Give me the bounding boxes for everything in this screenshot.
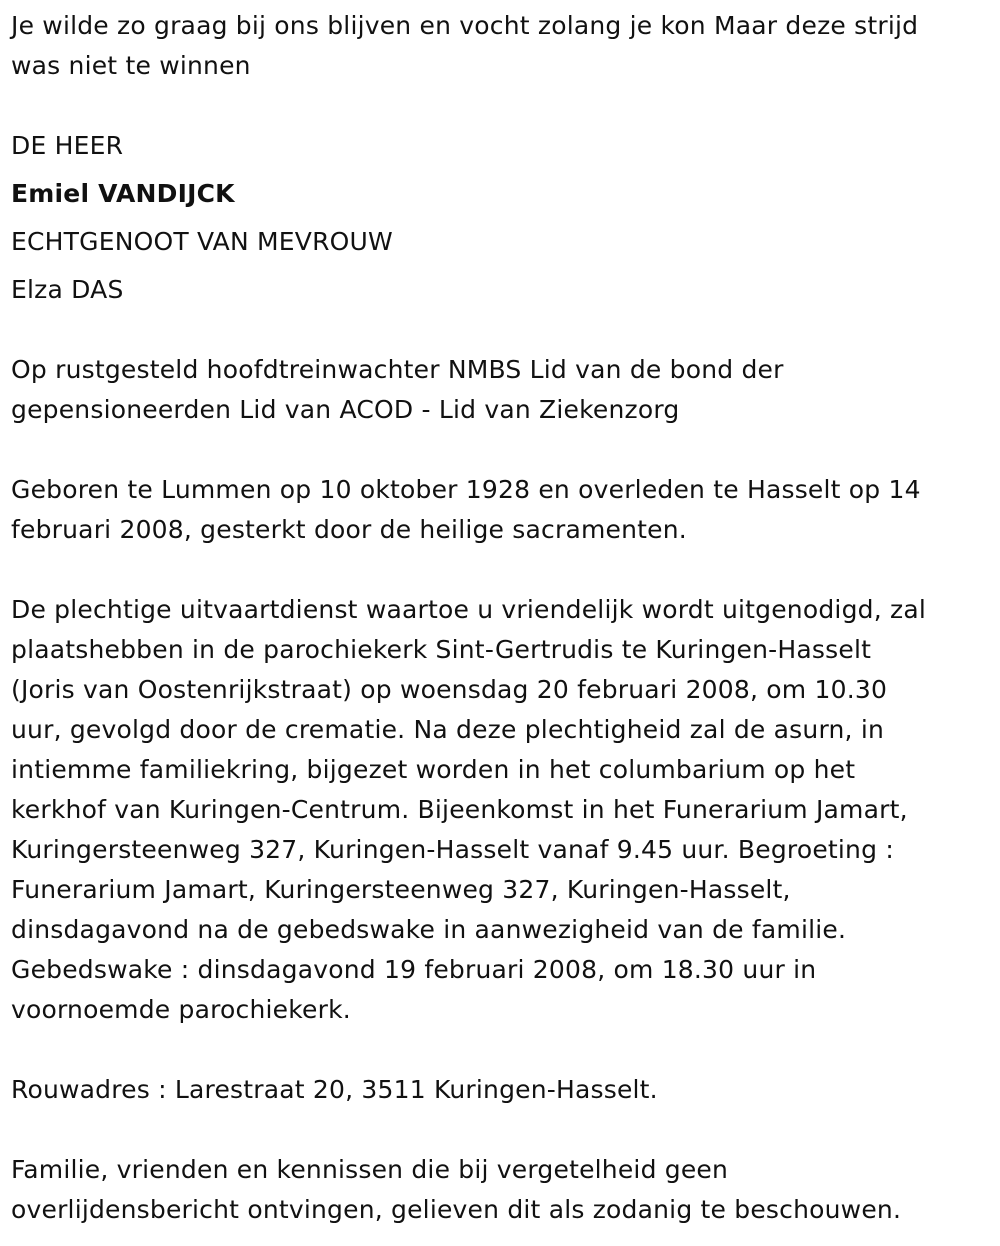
ceremony-line: voornoemde parochiekerk. — [11, 995, 351, 1024]
occupation-paragraph — [11, 350, 986, 430]
ceremony-paragraph — [11, 590, 986, 1030]
closing-paragraph — [11, 1150, 986, 1230]
address-line: Rouwadres : Larestraat 20, 3511 Kuringen-Hasselt. — [11, 1075, 658, 1104]
birth-death-line: Geboren te Lummen op 10 oktober 1928 en overleden te Hasselt op 14 — [11, 475, 921, 504]
ceremony-line: plaatshebben in de parochiekerk Sint-Gertrudis te Kuringen-Hasselt — [11, 635, 872, 664]
birth-death-paragraph — [11, 470, 986, 550]
ceremony-line: dinsdagavond na de gebedswake in aanwezigheid van de familie. — [11, 915, 847, 944]
person-block — [11, 126, 986, 310]
address-paragraph — [11, 1070, 986, 1110]
person-relation: ECHTGENOOT VAN MEVROUW — [11, 227, 393, 256]
ceremony-line: De plechtige uitvaartdienst waartoe u vriendelijk wordt uitgenodigd, zal — [11, 595, 926, 624]
obituary-document — [11, 0, 986, 1230]
ceremony-line: (Joris van Oostenrijkstraat) op woensdag 20 februari 2008, om 10.30 — [11, 675, 888, 704]
ceremony-line: Funerarium Jamart, Kuringersteenweg 327, Kuringen-Hasselt, — [11, 875, 791, 904]
birth-death-line: februari 2008, gesterkt door de heilige sacramenten. — [11, 515, 687, 544]
closing-line: Familie, vrienden en kennissen die bij vergetelheid geen — [11, 1155, 729, 1184]
ceremony-line: Gebedswake : dinsdagavond 19 februari 2008, om 18.30 uur in — [11, 955, 817, 984]
ceremony-line: kerkhof van Kuringen-Centrum. Bijeenkomst in het Funerarium Jamart, — [11, 795, 908, 824]
occupation-line: gepensioneerden Lid van ACOD - Lid van Ziekenzorg — [11, 395, 680, 424]
closing-line: overlijdensbericht ontvingen, gelieven dit als zodanig te beschouwen. — [11, 1195, 902, 1224]
ceremony-line: intiemme familiekring, bijgezet worden in het columbarium op het — [11, 755, 856, 784]
ceremony-line: Kuringersteenweg 327, Kuringen-Hasselt vanaf 9.45 uur. Begroeting : — [11, 835, 894, 864]
ceremony-line: uur, gevolgd door de crematie. Na deze plechtigheid zal de asurn, in — [11, 715, 885, 744]
person-title: DE HEER — [11, 131, 124, 160]
occupation-line: Op rustgesteld hoofdtreinwachter NMBS Lid van de bond der — [11, 355, 784, 384]
intro-line: Je wilde zo graag bij ons blijven en vocht zolang je kon Maar deze strijd — [11, 11, 919, 40]
intro-paragraph — [11, 6, 986, 86]
person-spouse: Elza DAS — [11, 275, 124, 304]
intro-line: was niet te winnen — [11, 51, 251, 80]
person-name: Emiel VANDIJCK — [11, 179, 235, 208]
